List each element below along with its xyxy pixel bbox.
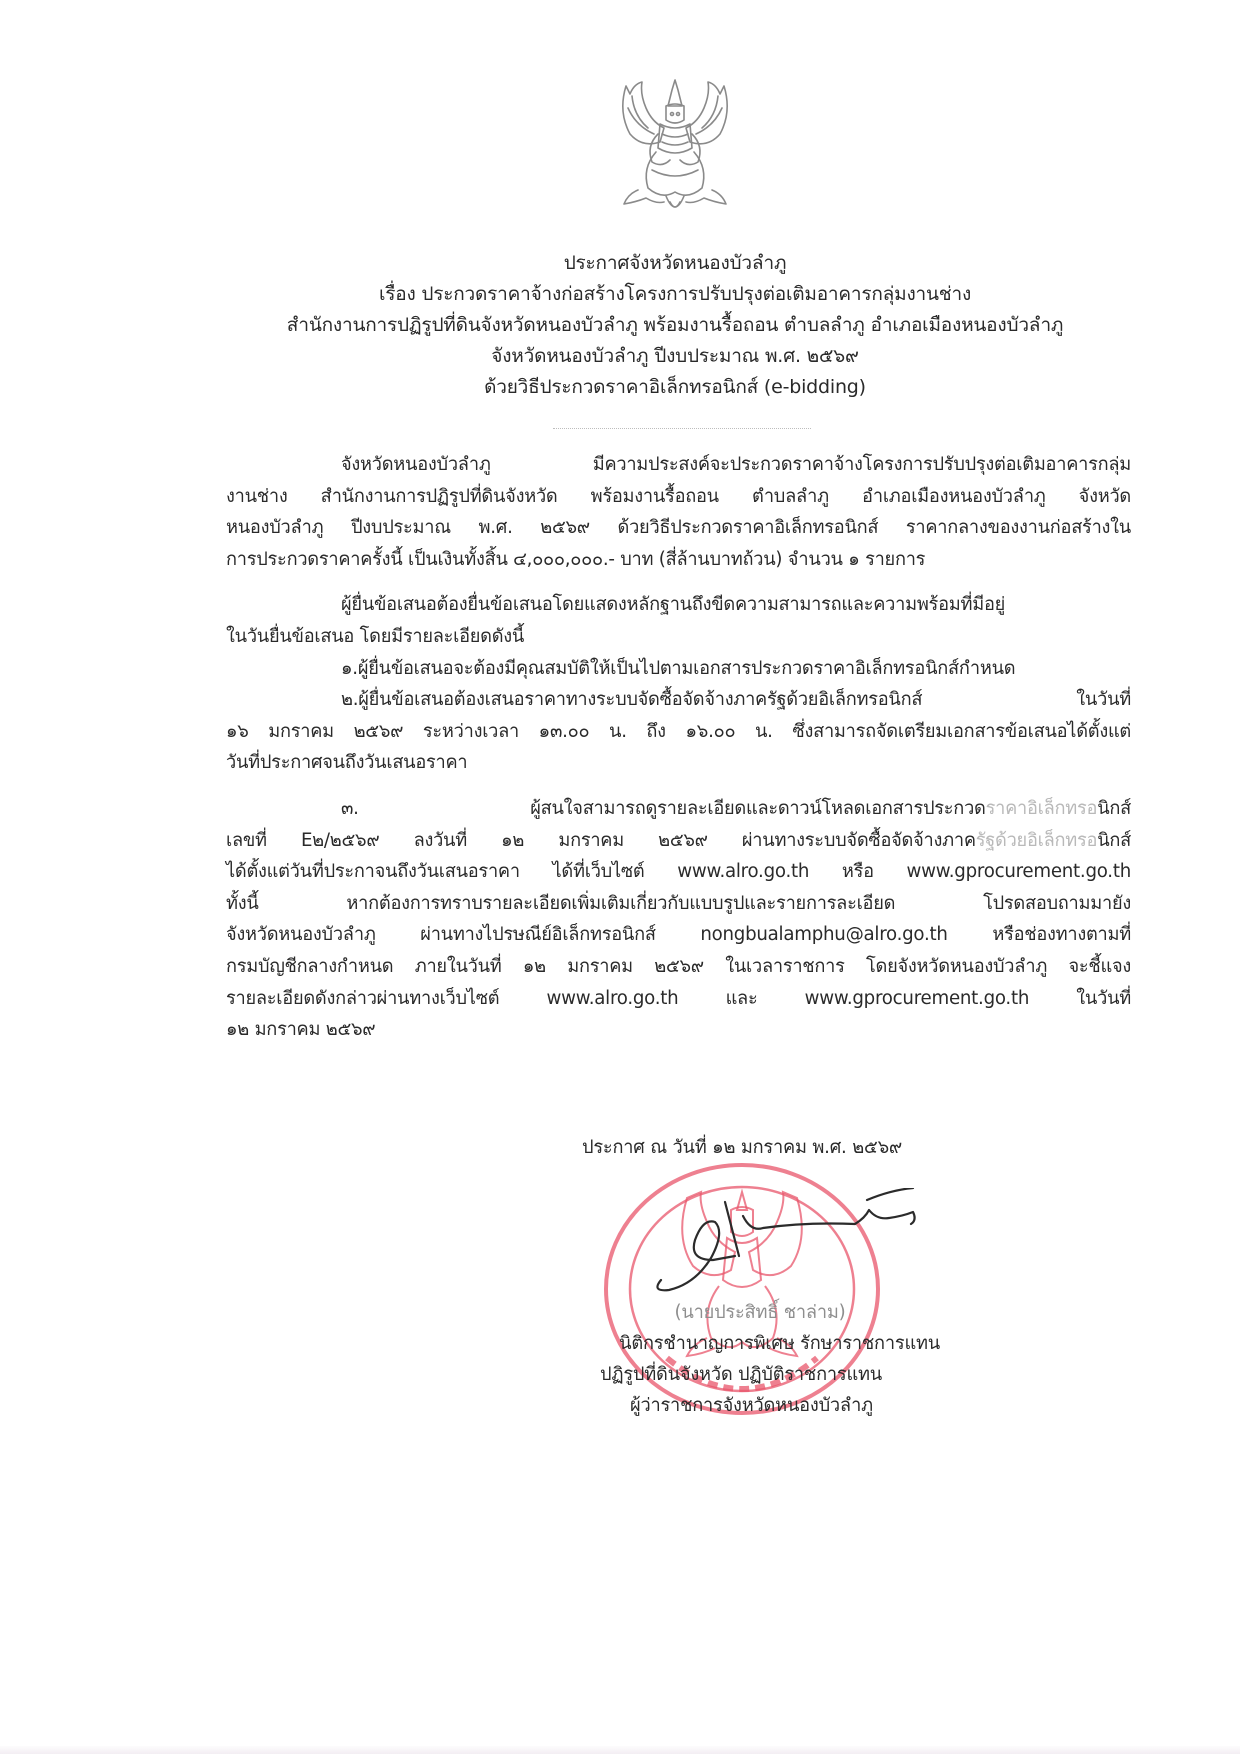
paragraph-line: หนองบัวลำภู ปีงบประมาณ พ.ศ. ๒๕๖๙ ด้วยวิธีประกวดราคาอิเล็กทรอนิกส์ ราคากลางของงานก่อสร้างใน [226,517,1131,539]
paragraph-line: ได้ตั้งแต่วันที่ประกาจนถึงวันเสนอราคา ได้ที่เว็บไซต์ www.alro.go.th หรือ www.gprocurement.go.th [226,861,1131,883]
heading-line-method: ด้วยวิธีประกวดราคาอิเล็กทรอนิกส์ (e-bidding) [484,376,866,398]
signatory-title-text: นิติกรชำนาญการพิเศษ รักษาราชการแทน [619,1333,940,1354]
heading-line-office: สำนักงานการปฏิรูปที่ดินจังหวัดหนองบัวลำภู พร้อมงานรื้อถอน ตำบลลำภู อำเภอเมืองหนองบัวลำภู [286,314,1064,336]
paragraph-line: ๑๒ มกราคม ๒๕๖๙ [226,1019,376,1041]
heading-line-subject: เรื่อง ประกวดราคาจ้างก่อสร้างโครงการปรับปรุงต่อเติมอาคารกลุ่มงานช่าง [378,283,972,305]
faded-text-span: รัฐด้วยอิเล็กทรอ [975,829,1098,851]
paragraph-line: วันที่ประกาศจนถึงวันเสนอราคา [226,752,468,774]
paragraph-line: ทั้งนี้ หากต้องการทราบรายละเอียดเพิ่มเติมเกี่ยวกับแบบรูปและรายการละเอียด โปรดสอบถามมายัง [226,892,1131,914]
signatory-title-line-3 [560,1390,960,1421]
paragraph-line: ในวันยื่นข้อเสนอ โดยมีรายละเอียดดังนี้ [226,625,525,647]
paragraph-line: กรมบัญชีกลางกำหนด ภายในวันที่ ๑๒ มกราคม ๒๕๖๙ ในเวลาราชการ โดยจังหวัดหนองบัวลำภู จะชี้แจง [226,955,1131,977]
signature-block [560,1297,960,1421]
signatory-title-text: ผู้ว่าราชการจังหวัดหนองบัวลำภู [630,1395,873,1416]
paragraph-line: การประกวดราคาครั้งนี้ เป็นเงินทั้งสิ้น ๔,๐๐๐,๐๐๐.- บาท (สี่ล้านบาทถ้วน) จำนวน ๑ รายการ [226,548,926,570]
requirement-item-1 [226,653,1131,685]
paragraph-intro [226,449,1131,575]
document-body [226,449,1131,1046]
requirement-item-3 [226,793,1131,1046]
announcement-date: ประกาศ ณ วันที่ ๑๒ มกราคม พ.ศ. ๒๕๖๙ [582,1137,903,1158]
paragraph-requirements [226,589,1131,652]
paragraph-line [226,825,1131,857]
text-span: ๓. ผู้สนใจสามารถดูรายละเอียดและดาวน์โหลดเอกสารประกวด [341,797,986,819]
signatory-title-line-2 [560,1359,960,1390]
heading-line-announcement: ประกาศจังหวัดหนองบัวลำภู [563,252,787,274]
heading-line-province-year: จังหวัดหนองบัวลำภู ปีงบประมาณ พ.ศ. ๒๕๖๙ [491,345,859,367]
requirement-item-2 [226,684,1131,779]
faded-text-span: ราคาอิเล็กทรอ [985,797,1098,819]
paragraph-line: รายละเอียดดังกล่าวผ่านทางเว็บไซต์ www.alro.go.th และ www.gprocurement.go.th ในวันที่ [226,987,1131,1009]
signatory-title-line-1 [560,1328,960,1359]
text-span: เลขที่ E๒/๒๕๖๙ ลงวันที่ ๑๒ มกราคม ๒๕๖๙ ผ่านทางระบบจัดซื้อจัดจ้างภาค [226,829,976,851]
signatory-title-text: ปฏิรูปที่ดินจังหวัด ปฏิบัติราชการแทน [600,1364,883,1385]
paragraph-line [226,793,1131,825]
text-span: นิกส์ [1097,829,1131,851]
paragraph-line: จังหวัดหนองบัวลำภู มีความประสงค์จะประกวดราคาจ้างโครงการปรับปรุงต่อเติมอาคารกลุ่ม [341,454,1131,475]
garuda-emblem-icon [612,72,738,220]
paragraph-line: ผู้ยื่นข้อเสนอต้องยื่นข้อเสนอโดยแสดงหลักฐานถึงขีดความสามารถและความพร้อมที่มีอยู่ [341,594,1006,616]
document-heading [200,248,1150,403]
paragraph-line: งานช่าง สำนักงานการปฏิรูปที่ดินจังหวัด พร้อมงานรื้อถอน ตำบลลำภู อำเภอเมืองหนองบัวลำภู จังหวัด [226,485,1131,507]
paragraph-line: ๑๖ มกราคม ๒๕๖๙ ระหว่างเวลา ๑๓.๐๐ น. ถึง ๑๖.๐๐ น. ซึ่งสามารถจัดเตรียมเอกสารข้อเสนอได้ตั้งแต่ [226,720,1131,742]
paragraph-line: จังหวัดหนองบัวลำภู ผ่านทางไปรษณีย์อิเล็กทรอนิกส์ nongbualamphu@alro.go.th หรือช่องทางตามที่ [226,924,1131,946]
heading-divider [553,428,811,429]
handwritten-signature-icon [655,1188,955,1298]
signatory-name: (นายประสิทธิ์ ชาล่าม) [674,1302,846,1323]
paragraph-line: ๑.ผู้ยื่นข้อเสนอจะต้องมีคุณสมบัติให้เป็นไปตามเอกสารประกวดราคาอิเล็กทรอนิกส์กำหนด [341,657,1016,679]
text-span: นิกส์ [1097,797,1131,819]
scan-bottom-edge [0,1746,1240,1754]
paragraph-line: ๒.ผู้ยื่นข้อเสนอต้องเสนอราคาทางระบบจัดซื้อจัดจ้างภาครัฐด้วยอิเล็กทรอนิกส์ ในวันที่ [341,689,1131,711]
